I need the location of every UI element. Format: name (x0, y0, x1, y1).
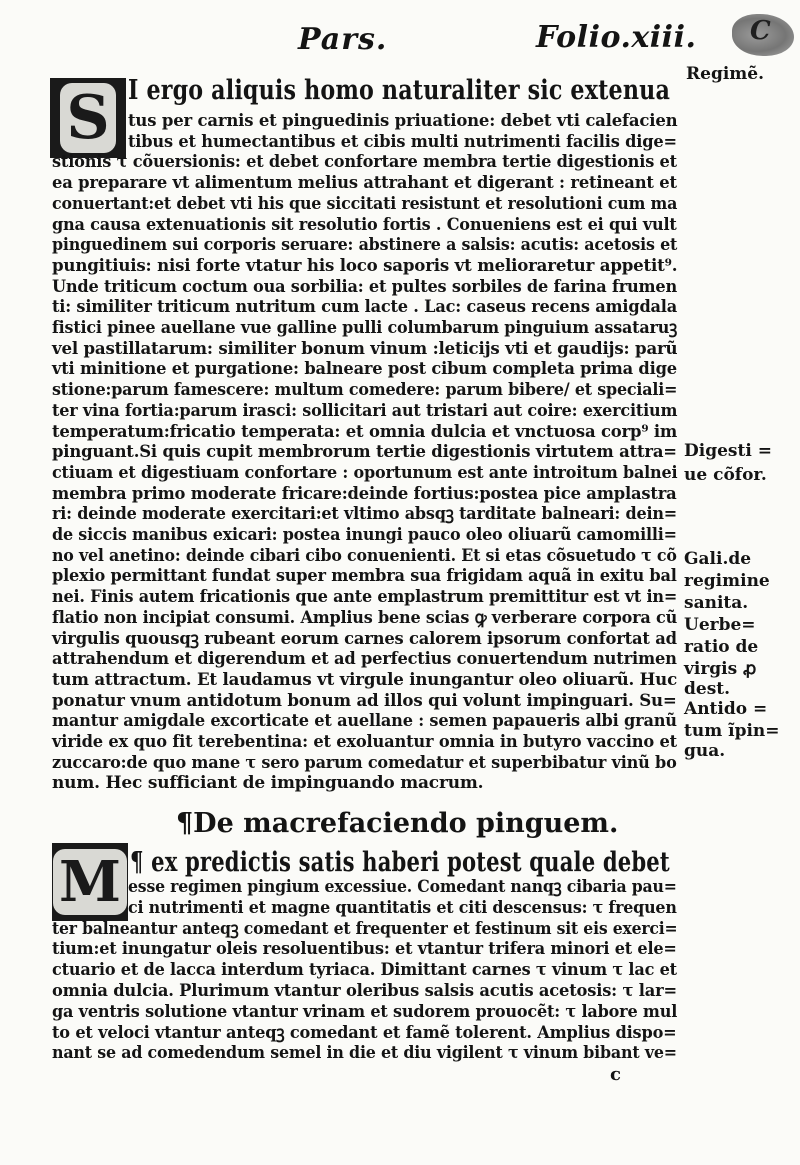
text-line: nant se ad comedendum semel in die et diu vigilent τ vinum bibant ve= (52, 1043, 677, 1064)
text-line: flatio non incipiat consumi. Amplius bene scias ꝙ verberare corpora cũ (52, 607, 678, 628)
margin-note-line: Antido = (684, 699, 768, 719)
text-line: tium:et inungatur oleis resoluentibus: et vtantur trifera minori et ele= (52, 939, 677, 960)
section-heading: ¶De macrefaciendo pinguem. (176, 808, 619, 839)
text-line: de siccis manibus exicari: postea inungi pauco oleo oliuarũ camomilli= (52, 525, 677, 545)
text-line: tum attractum. Et laudamus vt virgule inungantur oleo oliuarũ. Huc (52, 669, 677, 690)
section2-first-line: ¶ ex predictis satis haberi potest quale debet (130, 847, 670, 878)
text-line: gna causa extenuationis sit resolutio fortis . Conueniens est ei qui vult (52, 214, 677, 235)
margin-note-line: regimine (684, 571, 770, 591)
text-line: ea preparare vt alimentum melius attrahant et digerant : retineant et (52, 173, 677, 194)
running-head-pars: Pars. (298, 22, 388, 57)
text-line: conuertant:et debet vti his que siccitati resistunt et resolutioni cum ma (52, 193, 678, 214)
text-line: no vel anetino: deinde cibari cibo conuenienti. Et si etas cõsuetudo τ cõ (52, 545, 677, 566)
text-line: ter balneantur anteqꝫ comedant et frequenter et festinum sit eis exerci= (52, 918, 678, 939)
margin-note-line: sanita. (684, 593, 749, 613)
text-line: ga ventris solutione vtantur vrinam et sudorem prouocẽt: τ labore mul (52, 1001, 678, 1022)
text-line: to et veloci vtantur anteqꝫ comedant et famẽ tolerent. Amplius dispo= (52, 1022, 677, 1043)
text-line: zuccaro:de quo mane τ sero parum comedatur et superbibatur vinũ bo (52, 752, 677, 773)
text-line: stione:parum famescere: multum comedere: parum bibere/ et speciali= (52, 380, 678, 401)
initial-letter-m: M (53, 849, 127, 915)
text-line: Unde triticum coctum oua sorbilia: et pultes sorbiles de farina frumen (52, 276, 678, 297)
text-line: ri: deinde moderate exercitari:et vltimo absqꝫ tarditate balneari: dein= (52, 504, 678, 525)
text-line: ci nutrimenti et magne quantitatis et citi descensus: τ frequen (128, 897, 677, 918)
text-line: esse regimen pingium excessiue. Comedant nanqꝫ cibaria pau= (128, 877, 677, 897)
text-line: membra primo moderate fricare:deinde fortius:postea pice amplastra (52, 483, 677, 504)
text-line: ctuario et de lacca interdum tyriaca. Dimittant carnes τ vinum τ lac et (52, 960, 677, 981)
text-line: ctiuam et digestiuam confortare : oportunum est ante introitum balnei (52, 462, 678, 483)
stamp-letter: C (750, 16, 771, 46)
folio-number: Folio.xiii. (536, 20, 697, 55)
text-line: tibus et humectantibus et cibis multi nutrimenti facilis dige= (128, 131, 677, 152)
text-line: pungitiuis: nisi forte vtatur his loco saporis vt melioraretur appetit⁹. (52, 255, 678, 276)
text-line: temperatum:fricatio temperata: et omnia dulcia et vnctuosa corp⁹ im (52, 421, 678, 442)
margin-note-line: virgis ꝓ (684, 659, 757, 679)
margin-note-line: Uerbe= (684, 615, 756, 635)
text-line: nei. Finis autem fricationis que ante emplastrum premittitur est vt in= (52, 587, 678, 608)
text-line: pinguedinem sui corporis seruare: abstinere a salsis: acutis: acetosis et (52, 235, 678, 256)
text-line: virgulis quousqꝫ rubeant eorum carnes calorem ipsorum confortat ad (52, 628, 677, 649)
text-line: ter vina fortia:parum irasci: sollicitari aut tristari aut coire: exercitium (52, 400, 678, 421)
margin-note-line: gua. (684, 741, 726, 761)
decorated-initial-m (52, 843, 128, 921)
text-line: vel pastillatarum: similiter bonum vinum :leticijs vti et gaudijs: parũ (52, 338, 678, 359)
catchword: c (610, 1064, 621, 1085)
text-line: tus per carnis et pinguedinis priuatione: debet vti calefacien (128, 111, 678, 131)
margin-note-digesti-2: ue cõfor. (684, 465, 767, 485)
margin-note-line: dest. (684, 679, 731, 699)
text-line: mantur amigdale excorticate et auellane : semen papaueris albi granũ (52, 711, 677, 732)
text-line: fistici pinee auellane vue galline pulli columbarum pinguium assataruꝫ (52, 318, 678, 338)
text-line: num. Hec sufficiant de impinguando macrum. (52, 773, 484, 794)
text-line: vti minitione et purgatione: balneare post cibum completa prima dige (52, 359, 677, 380)
section1-first-line: I ergo aliquis homo naturaliter sic extenua (128, 75, 671, 106)
text-line: viride ex quo fit terebentina: et exoluantur omnia in butyro vaccino et (52, 732, 677, 752)
initial-letter-s: S (60, 83, 115, 153)
text-line: plexio permittant fundat super membra sua frigidam aquã in exitu bal (52, 566, 677, 587)
margin-note-line: Gali.de (684, 549, 752, 569)
margin-note-digesti-1: Digesti = (684, 441, 772, 461)
text-line: ti: similiter triticum nutritum cum lacte . Lac: caseus recens amigdala (52, 297, 678, 318)
margin-note-line: tum ĩpin= (684, 721, 780, 741)
decorated-initial-s (50, 78, 126, 158)
text-line: attrahendum et digerendum et ad perfectius conuertendum nutrimen (52, 649, 677, 670)
text-line: stionis τ cõuersionis: et debet confortare membra tertie digestionis et (52, 152, 677, 173)
text-line: omnia dulcia. Plurimum vtantur oleribus salsis acutis acetosis: τ lar= (52, 981, 677, 1001)
margin-note-regime: Regimẽ. (686, 64, 765, 84)
text-line: ponatur vnum antidotum bonum ad illos qui volunt impinguari. Su= (52, 690, 677, 711)
margin-note-line: ratio de (684, 637, 759, 657)
text-line: pinguant.Si quis cupit membrorum tertie digestionis virtutem attra= (52, 442, 677, 463)
